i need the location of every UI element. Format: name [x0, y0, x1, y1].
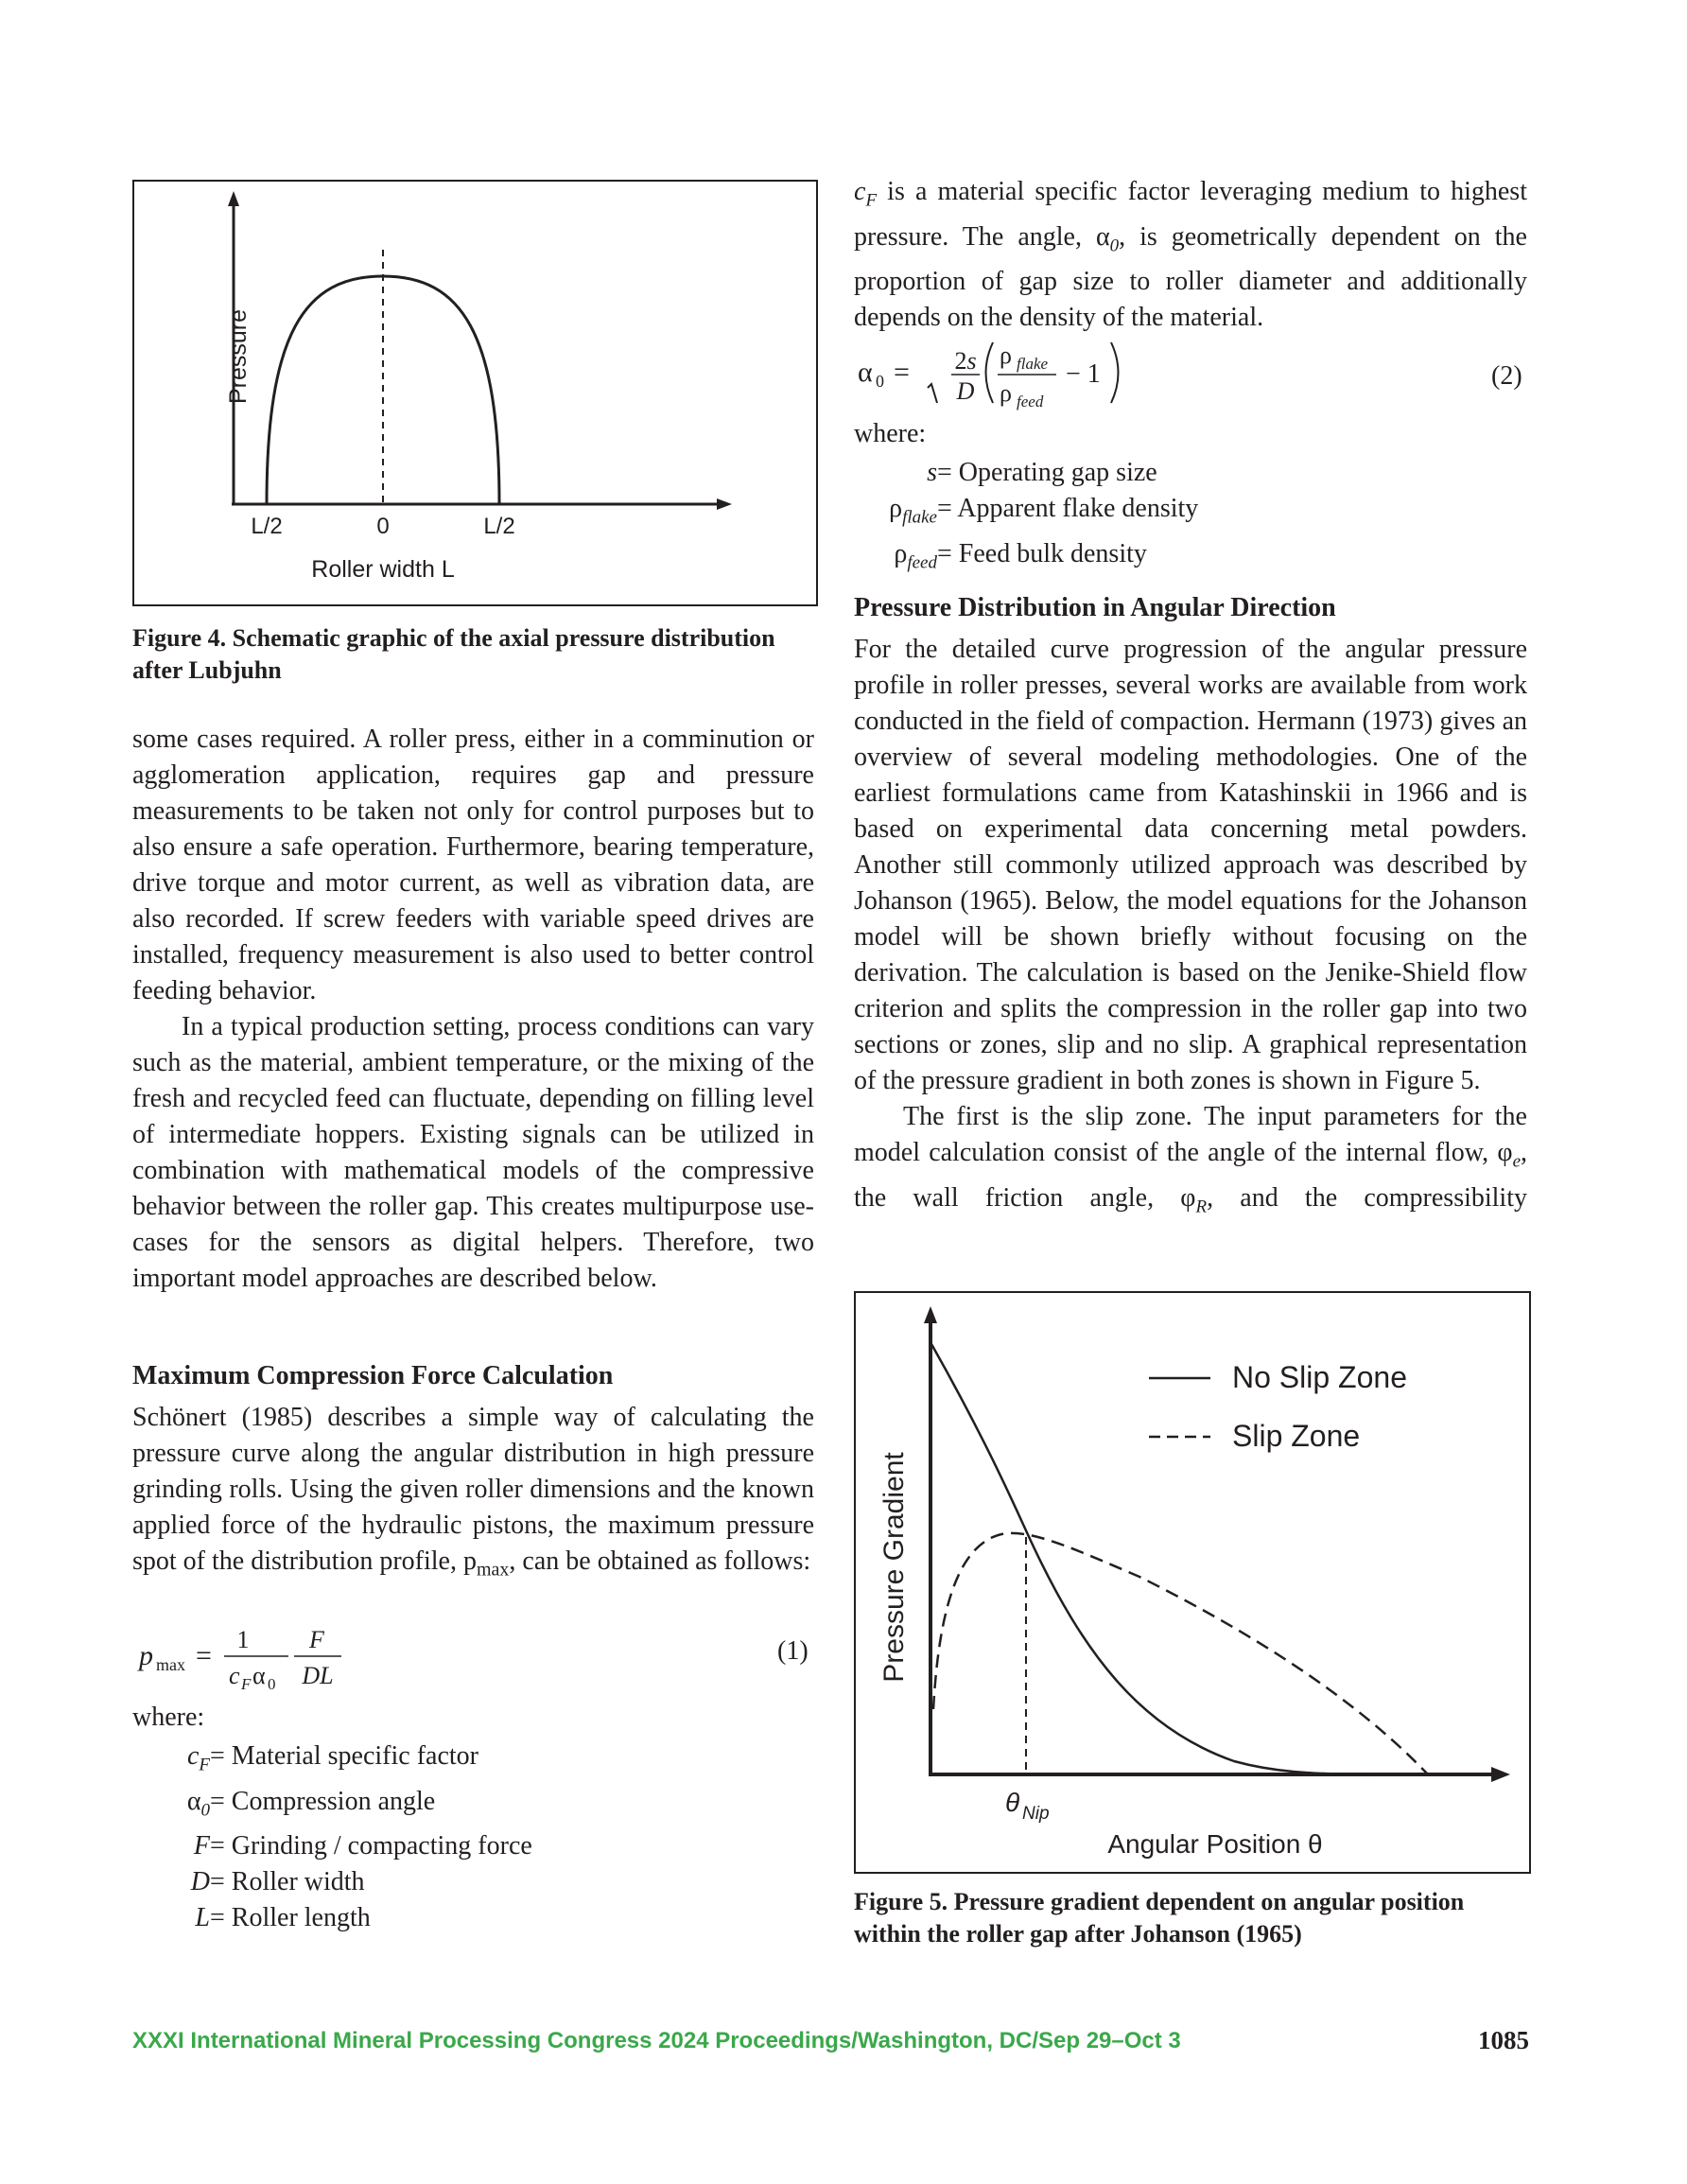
equation-2-svg [856, 329, 1253, 414]
equation-1 [137, 1617, 818, 1693]
right-paragraph-3: The first is the slip zone. The input parameters for the model calculation consist of the angle of the internal flow, $\varphi_e$, the wall friction angle, $\varphi_R$, and the compressibility [854, 1102, 1527, 1217]
where-item-l: L = Roller length [195, 1903, 371, 1933]
right-paragraph-1: $c_F$ is a material specific factor leveraging medium to highest pressure. The angle, $\alpha_0$, is geometrically dependent on the proportion of gap size to roller diameter and additionally depends on the density of the material. [854, 177, 1527, 333]
left-paragraph-2: In a typical production setting, process conditions can vary such as the material, ambient temperature, or the mixing of the fresh and recycled feed can fluctuate, depending on filling level of intermediate hoppers. Existing signals can be utilized in combination with mathematical models of the compressive behavior between the roller gap. This creates multipurpose use-cases for the sensors as digital helpers. Therefore, two important model approaches are described below. [132, 1012, 814, 1293]
svg-text:− 1: − 1 [1066, 359, 1101, 389]
right-where-label: where: [854, 419, 927, 448]
svg-text:DL: DL [302, 1662, 334, 1689]
fig4-tick-center: 0 [376, 514, 390, 539]
left-p3-sub: max [476, 1559, 510, 1581]
fig5-legend-no-slip: No Slip Zone [1232, 1360, 1407, 1394]
left-p3-text-a: Schönert (1985) describes a simple way of calculating the pressure curve along the angular distribution in high pressure grinding rolls. Using the given roller dimensions and the known applied force of the hydraulic pistons, the maximum pressure spot of the distribution profile, p [132, 1403, 814, 1576]
right-where-list [854, 455, 1198, 581]
left-column-body [132, 722, 814, 1297]
where-item-rho-feed: $\rho_{feed}$ = Feed bulk density [894, 538, 1147, 573]
where-item-s: s = Operating gap size [927, 458, 1157, 487]
svg-text:α: α [252, 1662, 266, 1689]
figure-5-caption: Figure 5. Pressure gradient dependent on angular position within the roller gap after Johanson (1965) [854, 1888, 1465, 1948]
equation-2-number: (2) [1491, 361, 1522, 391]
left-where-label: where: [132, 1703, 205, 1732]
fig4-tick-left: L/2 [251, 514, 283, 539]
figure-4 [132, 180, 818, 606]
fig5-y-arrow [924, 1306, 937, 1323]
svg-text:flake: flake [1017, 355, 1049, 373]
svg-text:feed: feed [1017, 393, 1044, 411]
svg-text:2s: 2s [954, 347, 977, 375]
fig5-nip-sub: Nip [1022, 1804, 1050, 1824]
left-paragraph-1: some cases required. A roller press, either in a comminution or agglomeration application, requires gap and pressure measurements to be taken not only for control purposes but to also ensure a safe operation. Furthermore, bearing temperature, drive torque and motor current, as well as vibration data, are also recorded. If screw feeders with variable speed drives are installed, frequency measurement is also used to better control feeding behavior. [132, 725, 814, 1005]
fig5-slip-curve [933, 1533, 1428, 1774]
right-paragraph-2: For the detailed curve progression of the angular pressure profile in roller presses, several works are available from work conducted in the field of compaction. Hermann (1973) gives an overview of several modeling methodologies. One of the earliest formulations came from Katashinskii in 1966 and is based on experimental data concerning metal powders. Another still commonly utilized approach was described by Johanson (1965). Below, the model equations for the Johanson model will be shown briefly without focusing on the derivation. The calculation is based on the Jenike-Shield flow criterion and splits the compression in the roller gap into two sections or zones, slip and no slip. A graphical representation of the pressure gradient in both zones is shown in Figure 5. [854, 635, 1527, 1095]
fig5-y-label: Pressure Gradient [878, 1452, 910, 1683]
section-heading-max-compression: Maximum Compression Force Calculation [132, 1361, 614, 1390]
equation-1-svg [137, 1617, 818, 1693]
svg-text:0: 0 [876, 372, 884, 391]
fig4-x-arrow [717, 498, 732, 510]
fig4-x-label: Roller width L [311, 556, 455, 583]
page-number: 1085 [1478, 2026, 1529, 2054]
svg-text:ρ: ρ [1000, 341, 1012, 369]
left-p3-text-b: , can be obtained as follows: [509, 1546, 811, 1576]
svg-text:α: α [858, 357, 873, 388]
svg-text:max: max [156, 1655, 185, 1674]
section-heading-angular-pressure: Pressure Distribution in Angular Direction [854, 593, 1336, 622]
left-where-list [132, 1738, 532, 1936]
svg-text:c: c [229, 1662, 240, 1689]
where-item-cf: $c_F$ = Material specific factor [186, 1741, 478, 1775]
svg-text:D: D [956, 377, 975, 405]
svg-text:p: p [139, 1640, 153, 1671]
figure-5-plot [856, 1293, 1529, 1872]
fig5-no-slip-curve [931, 1344, 1376, 1774]
right-column-body [854, 632, 1527, 1225]
fig5-nip-theta: θ [1005, 1788, 1020, 1817]
equation-1-number: (1) [777, 1636, 809, 1666]
svg-text:=: = [196, 1640, 212, 1671]
where-item-f: F = Grinding / compacting force [193, 1831, 532, 1861]
where-item-rho-flake: $\rho_{flake}$ = Apparent flake density [889, 494, 1199, 528]
equation-2 [856, 329, 1253, 414]
svg-text:=: = [894, 357, 910, 388]
fig4-tick-right: L/2 [483, 514, 515, 539]
svg-text:F: F [241, 1675, 252, 1693]
fig4-y-label: Pressure [225, 308, 252, 405]
svg-text:ρ: ρ [1000, 379, 1012, 407]
figure-4-caption: Figure 4. Schematic graphic of the axial pressure distribution after Lubjuhn [132, 624, 775, 684]
where-item-d: D = Roller width [190, 1867, 365, 1897]
left-paragraph-3 [132, 1400, 814, 1588]
where-item-alpha: $\alpha_0$ = Compression angle [186, 1786, 436, 1821]
figure-5 [854, 1291, 1531, 1874]
fig5-legend-slip: Slip Zone [1232, 1419, 1361, 1453]
svg-text:1: 1 [236, 1626, 250, 1653]
svg-text:F: F [309, 1626, 324, 1653]
fig5-x-arrow [1491, 1767, 1510, 1782]
figure-4-plot [134, 182, 816, 604]
footer-proceedings: XXXI International Mineral Processing Congress 2024 Proceedings/Washington, DC/Sep 29–Oct 3 [132, 2028, 1181, 2053]
svg-text:0: 0 [268, 1675, 276, 1693]
left-paragraph-3-block [132, 1400, 814, 1588]
fig4-y-arrow [228, 191, 239, 206]
right-paragraph-1-block [854, 174, 1527, 336]
fig5-x-label: Angular Position θ [1107, 1829, 1323, 1859]
